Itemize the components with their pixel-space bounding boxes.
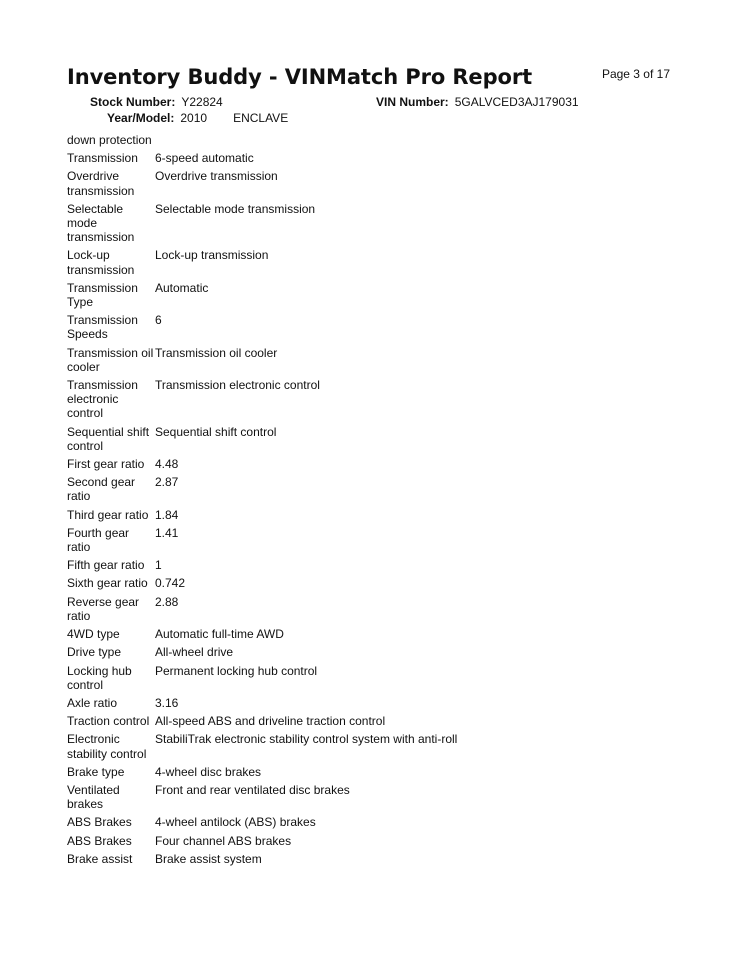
- spec-value: Overdrive transmission: [155, 169, 278, 184]
- spec-label: Transmission Type: [67, 280, 138, 310]
- spec-row: [67, 504, 487, 522]
- spec-label: Lock-up transmission: [67, 248, 135, 277]
- spec-row: [67, 710, 487, 728]
- spec-label: Reverse gear ratio: [67, 594, 140, 623]
- spec-label: Transmission oil cooler: [67, 345, 154, 374]
- spec-label: Axle ratio: [67, 695, 118, 710]
- spec-label: Locking hub control: [67, 663, 132, 692]
- spec-value: 0.742: [155, 576, 186, 591]
- spec-row: [67, 374, 487, 421]
- vin-number-row: [376, 95, 579, 109]
- spec-value: 2.88: [155, 594, 179, 609]
- spec-label: Overdrive transmission: [67, 169, 135, 198]
- spec-row: [67, 830, 487, 848]
- spec-value: Automatic: [155, 280, 209, 295]
- vin-number-label: VIN Number:: [376, 95, 449, 109]
- spec-label: Transmission Speeds: [67, 313, 138, 342]
- spec-row: [67, 277, 487, 309]
- spec-value: 4.48: [155, 457, 179, 472]
- spec-label: Fourth gear ratio: [67, 525, 130, 555]
- spec-label: Brake type: [67, 764, 125, 779]
- stock-number-row: [90, 95, 223, 109]
- stock-number-value: Y22824: [181, 95, 223, 109]
- spec-value: 4-wheel disc brakes: [155, 764, 262, 779]
- spec-value: Permanent locking hub control: [155, 663, 318, 678]
- spec-label: ABS Brakes: [67, 815, 132, 830]
- spec-value: Brake assist system: [155, 851, 262, 866]
- spec-label: Selectable mode transmission: [67, 201, 135, 245]
- spec-row: [67, 641, 487, 659]
- spec-value: 2.87: [155, 475, 179, 490]
- report-title: Inventory Buddy - VINMatch Pro Report: [67, 65, 533, 89]
- spec-row: [67, 453, 487, 471]
- spec-row: [67, 244, 487, 276]
- page-number: Page 3 of 17: [601, 67, 670, 81]
- spec-row: [67, 623, 487, 641]
- spec-row: [67, 133, 487, 147]
- spec-label: First gear ratio: [67, 457, 145, 472]
- spec-value: Sequential shift control: [155, 424, 277, 439]
- spec-row: [67, 572, 487, 590]
- spec-value: All-wheel drive: [155, 645, 234, 660]
- spec-value: 1.84: [155, 507, 179, 522]
- spec-label: Sixth gear ratio: [67, 576, 148, 591]
- spec-row: [67, 309, 487, 341]
- spec-value: All-speed ABS and driveline traction control: [155, 714, 386, 729]
- year-model-label: Year/Model:: [107, 111, 175, 125]
- spec-label: 4WD type: [67, 627, 120, 642]
- stock-number-label: Stock Number:: [90, 95, 176, 109]
- spec-value: Transmission oil cooler: [155, 345, 278, 360]
- spec-value: 4-wheel antilock (ABS) brakes: [155, 815, 316, 830]
- spec-label: Sequential shift control: [67, 424, 150, 453]
- spec-label: Brake assist: [67, 851, 133, 866]
- spec-row: [67, 342, 487, 374]
- spec-row: [67, 165, 487, 197]
- year-model-row: [107, 111, 288, 125]
- spec-label: ABS Brakes: [67, 833, 132, 848]
- spec-value: [154, 133, 487, 147]
- spec-row: [67, 421, 487, 453]
- year-value: 2010: [180, 111, 208, 125]
- spec-label: Ventilated brakes: [67, 782, 120, 812]
- spec-row: [67, 811, 487, 829]
- spec-row: [67, 471, 487, 503]
- spec-value: 3.16: [155, 695, 179, 710]
- spec-value: Automatic full-time AWD: [155, 627, 284, 642]
- vin-number-value: 5GALVCED3AJ179031: [454, 95, 579, 109]
- spec-value: Front and rear ventilated disc brakes: [155, 782, 350, 797]
- spec-row: [67, 728, 487, 760]
- spec-label: Electronic stability control: [67, 732, 147, 761]
- spec-row: [67, 660, 487, 692]
- spec-label: Drive type: [67, 645, 122, 660]
- spec-label: Third gear ratio: [67, 507, 149, 522]
- spec-row: [67, 198, 487, 245]
- spec-row: [67, 591, 487, 623]
- spec-label: Transmission: [67, 151, 138, 166]
- spec-row: [67, 848, 487, 866]
- spec-value: 6: [155, 313, 162, 328]
- spec-value: StabiliTrak electronic stability control system with anti-roll: [155, 732, 458, 747]
- spec-label: Transmission electronic control: [67, 378, 138, 421]
- spec-value: 6-speed automatic: [155, 151, 254, 166]
- spec-row: [67, 554, 487, 572]
- spec-row: [67, 692, 487, 710]
- spec-label: down protection: [67, 133, 152, 147]
- spec-row: [67, 522, 487, 554]
- spec-list: [67, 133, 487, 866]
- spec-label: Traction control: [67, 714, 150, 729]
- spec-label: Second gear ratio: [67, 475, 136, 504]
- model-value: ENCLAVE: [233, 111, 289, 125]
- spec-row: [67, 779, 487, 811]
- spec-row: [67, 761, 487, 779]
- spec-label: Fifth gear ratio: [67, 558, 145, 573]
- spec-value: Transmission electronic control: [155, 378, 320, 393]
- spec-value: 1: [155, 558, 162, 573]
- spec-row: [67, 147, 487, 165]
- spec-value: 1.41: [155, 525, 179, 540]
- spec-value: Selectable mode transmission: [155, 201, 316, 216]
- spec-value: Four channel ABS brakes: [155, 833, 292, 848]
- spec-value: Lock-up transmission: [155, 248, 269, 263]
